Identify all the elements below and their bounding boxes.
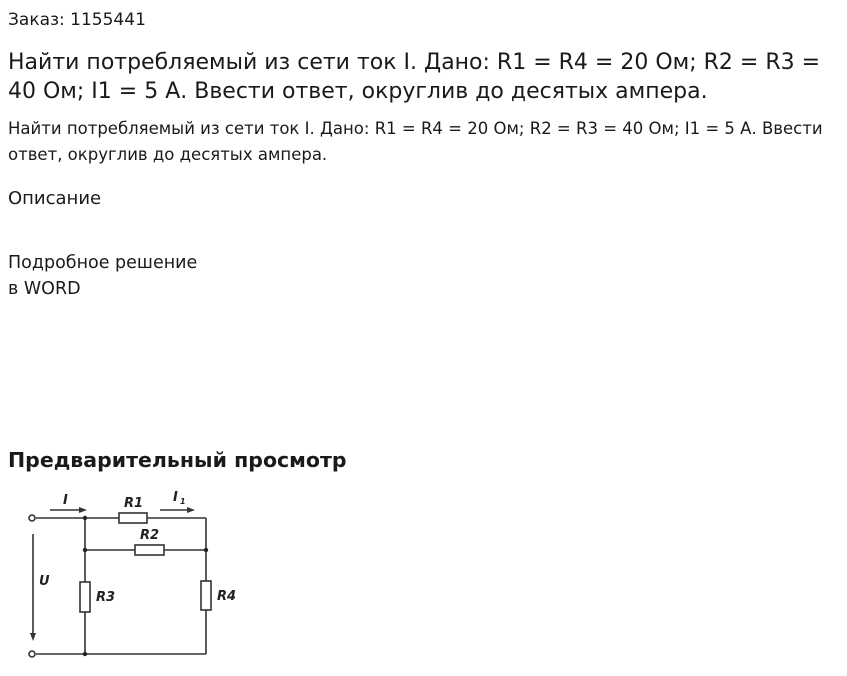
node [83,652,87,656]
description-label: Описание [8,188,102,209]
resistor-r3 [80,582,90,612]
node [204,548,208,552]
node [83,516,87,520]
resistor-r4 [201,581,211,610]
label-current-total: I [63,493,68,508]
label-r1: R1 [124,496,144,511]
label-r4: R4 [217,589,237,604]
arrowhead-current-1 [187,507,195,513]
terminal-top [29,515,35,521]
label-r3: R3 [96,590,116,605]
order-number: Заказ: 1155441 [8,10,146,30]
terminal-bottom [29,651,35,657]
solution-line: Подробное решение [8,253,198,273]
arrowhead-voltage [30,633,36,641]
preview-heading: Предварительный просмотр [8,448,347,472]
label-voltage: U [39,574,50,589]
node [83,548,87,552]
label-current-1: I [173,490,178,505]
arrow-heads [30,507,195,641]
solution-info [8,250,197,302]
circuit-diagram [20,486,250,666]
label-current-1-sub: 1 [180,497,186,506]
resistor-r2 [135,545,164,555]
page-title: Найти потребляемый из сети ток I. Дано: R1 = R4 = 20 Ом; R2 = R3 = 40 Ом; I1 = 5 А. Ввести ответ, округлив до десятых ампера. [8,50,821,104]
label-r2: R2 [140,528,160,543]
arrowhead-current-total [79,507,87,513]
description-text: Найти потребляемый из сети ток I. Дано: R1 = R4 = 20 Ом; R2 = R3 = 40 Ом; I1 = 5 А. Ввести ответ, округлив до десятых ампера. [8,119,823,164]
resistor-r1 [119,513,147,523]
solution-line: в WORD [8,279,81,299]
circuit-wires [29,510,211,657]
